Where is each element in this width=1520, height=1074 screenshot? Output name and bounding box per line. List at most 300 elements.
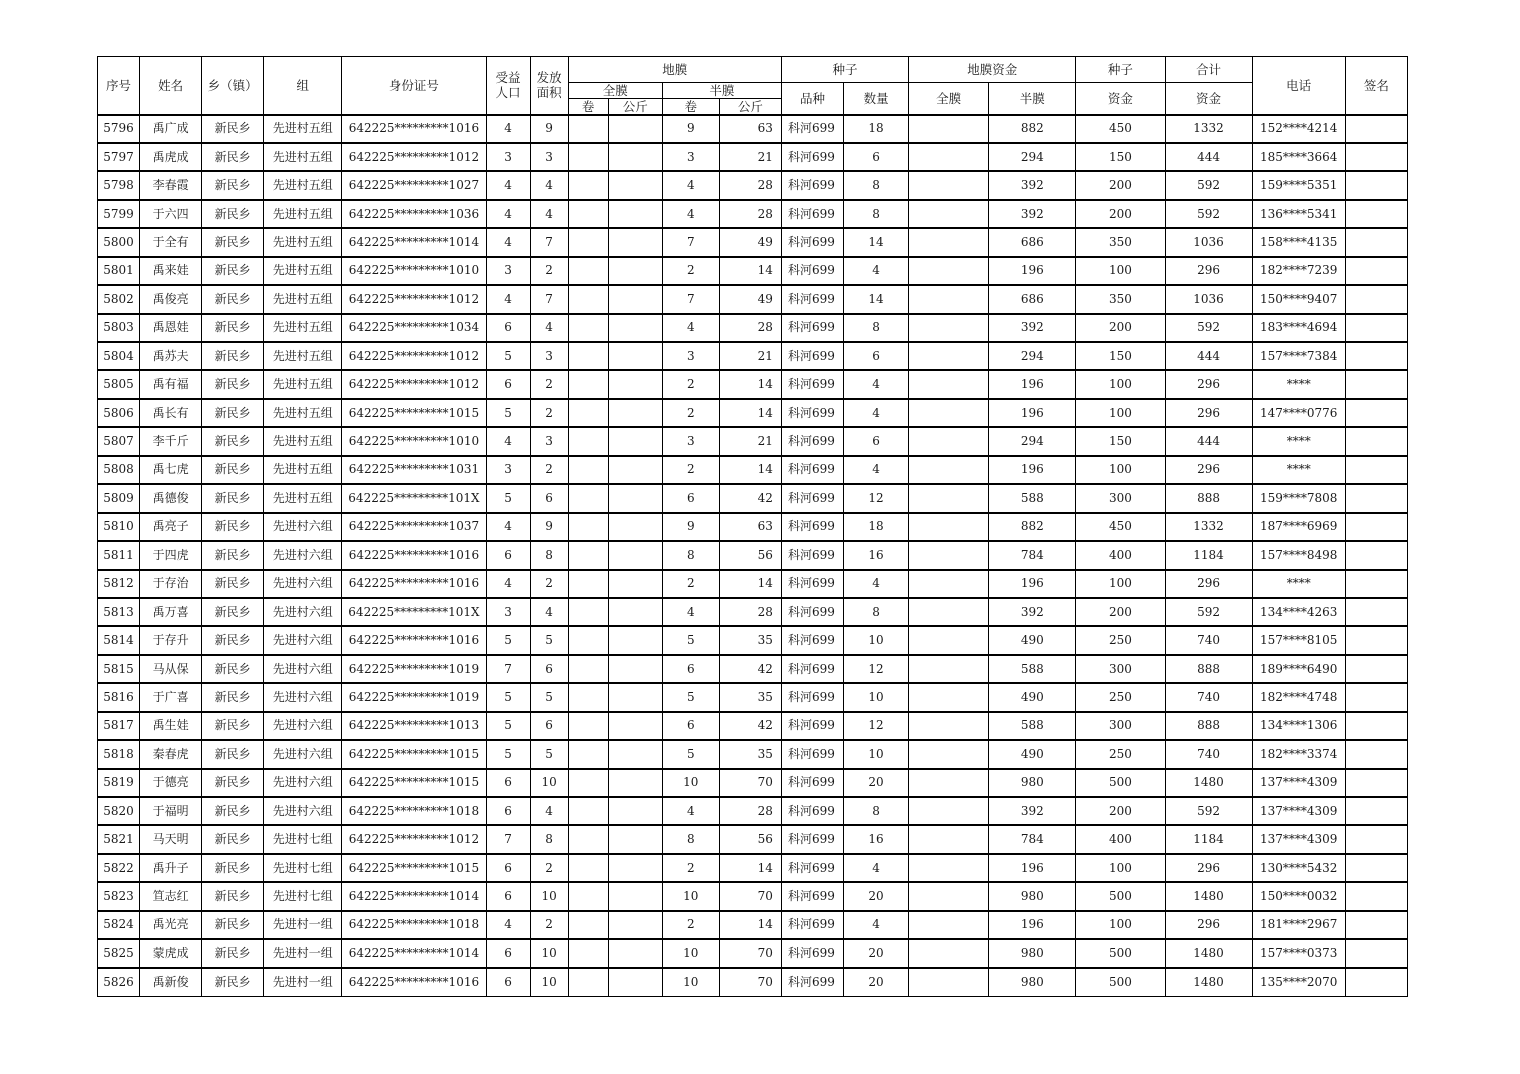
half-film-kg-cell: 42 [719, 655, 781, 683]
town-cell: 新民乡 [202, 825, 264, 853]
seed-quantity-cell: 10 [844, 626, 909, 654]
full-film-roll-cell [568, 314, 608, 342]
group-cell: 先进村五组 [264, 370, 342, 398]
seed-quantity-cell: 6 [844, 427, 909, 455]
film-funds-half-cell: 392 [989, 171, 1076, 199]
total-funds-cell: 296 [1165, 399, 1252, 427]
town-cell: 新民乡 [202, 769, 264, 797]
id-number-cell: 642225*********1016 [342, 626, 486, 654]
film-funds-full-cell [909, 825, 989, 853]
id-number-cell: 642225*********1010 [342, 257, 486, 285]
name-cell: 禹恩娃 [140, 314, 202, 342]
name-cell: 禹德俊 [140, 484, 202, 512]
town-cell: 新民乡 [202, 228, 264, 256]
half-film-roll-cell: 10 [662, 882, 719, 910]
header-beneficiaries-line2: 人口 [495, 85, 521, 101]
name-cell: 禹虎成 [140, 143, 202, 171]
seed-funds-cell: 350 [1076, 285, 1165, 313]
signature-cell [1345, 143, 1407, 171]
film-funds-full-cell [909, 456, 989, 484]
phone-cell: 187****6969 [1252, 513, 1345, 541]
seq-cell: 5817 [98, 712, 140, 740]
full-film-roll-cell [568, 370, 608, 398]
name-cell: 马从保 [140, 655, 202, 683]
group-cell: 先进村五组 [264, 342, 342, 370]
seed-variety-cell: 科河699 [781, 626, 843, 654]
seq-cell: 5814 [98, 626, 140, 654]
seed-variety-cell: 科河699 [781, 257, 843, 285]
seq-cell: 5819 [98, 769, 140, 797]
area-cell: 2 [530, 570, 568, 598]
header-half-kg: 公斤 [719, 99, 781, 115]
id-number-cell: 642225*********1018 [342, 911, 486, 939]
seed-quantity-cell: 20 [844, 882, 909, 910]
signature-cell [1345, 370, 1407, 398]
total-funds-cell: 888 [1165, 712, 1252, 740]
seed-quantity-cell: 4 [844, 456, 909, 484]
full-film-kg-cell [608, 683, 662, 711]
full-film-kg-cell [608, 399, 662, 427]
seed-quantity-cell: 18 [844, 115, 909, 143]
seq-cell: 5825 [98, 939, 140, 967]
group-cell: 先进村五组 [264, 314, 342, 342]
name-cell: 于广喜 [140, 683, 202, 711]
area-cell: 3 [530, 143, 568, 171]
seq-cell: 5821 [98, 825, 140, 853]
seed-funds-cell: 250 [1076, 683, 1165, 711]
seed-quantity-cell: 4 [844, 399, 909, 427]
group-cell: 先进村六组 [264, 598, 342, 626]
total-funds-cell: 592 [1165, 200, 1252, 228]
phone-cell: 134****4263 [1252, 598, 1345, 626]
seq-cell: 5804 [98, 342, 140, 370]
name-cell: 禹万喜 [140, 598, 202, 626]
phone-cell: 182****4748 [1252, 683, 1345, 711]
half-film-roll-cell: 4 [662, 797, 719, 825]
half-film-roll-cell: 8 [662, 541, 719, 569]
phone-cell: 157****8498 [1252, 541, 1345, 569]
full-film-roll-cell [568, 825, 608, 853]
town-cell: 新民乡 [202, 513, 264, 541]
film-funds-half-cell: 980 [989, 882, 1076, 910]
town-cell: 新民乡 [202, 342, 264, 370]
seq-cell: 5801 [98, 257, 140, 285]
film-funds-full-cell [909, 939, 989, 967]
town-cell: 新民乡 [202, 143, 264, 171]
total-funds-cell: 444 [1165, 143, 1252, 171]
id-number-cell: 642225*********101X [342, 484, 486, 512]
seed-variety-cell: 科河699 [781, 484, 843, 512]
header-film: 地膜 [568, 57, 781, 83]
area-cell: 10 [530, 882, 568, 910]
seq-cell: 5813 [98, 598, 140, 626]
town-cell: 新民乡 [202, 314, 264, 342]
name-cell: 笪志红 [140, 882, 202, 910]
area-cell: 7 [530, 285, 568, 313]
seed-variety-cell: 科河699 [781, 797, 843, 825]
film-funds-full-cell [909, 598, 989, 626]
beneficiaries-cell: 3 [486, 456, 530, 484]
film-funds-half-cell: 196 [989, 570, 1076, 598]
seq-cell: 5805 [98, 370, 140, 398]
id-number-cell: 642225*********1016 [342, 968, 486, 996]
full-film-roll-cell [568, 598, 608, 626]
header-variety: 品种 [781, 83, 843, 115]
seed-funds-cell: 200 [1076, 314, 1165, 342]
film-funds-full-cell [909, 370, 989, 398]
full-film-roll-cell [568, 769, 608, 797]
full-film-kg-cell [608, 257, 662, 285]
half-film-kg-cell: 35 [719, 740, 781, 768]
full-film-roll-cell [568, 541, 608, 569]
name-cell: 禹有福 [140, 370, 202, 398]
film-funds-half-cell: 980 [989, 968, 1076, 996]
phone-cell: 158****4135 [1252, 228, 1345, 256]
table-row [98, 797, 1408, 825]
film-funds-full-cell [909, 854, 989, 882]
seed-quantity-cell: 12 [844, 484, 909, 512]
seed-funds-cell: 150 [1076, 143, 1165, 171]
phone-cell: **** [1252, 427, 1345, 455]
seed-quantity-cell: 8 [844, 171, 909, 199]
beneficiaries-cell: 6 [486, 854, 530, 882]
half-film-kg-cell: 70 [719, 968, 781, 996]
table-row [98, 854, 1408, 882]
film-funds-half-cell: 196 [989, 370, 1076, 398]
header-full-kg: 公斤 [608, 99, 662, 115]
seed-quantity-cell: 20 [844, 968, 909, 996]
film-funds-half-cell: 980 [989, 769, 1076, 797]
signature-cell [1345, 683, 1407, 711]
film-funds-full-cell [909, 171, 989, 199]
seed-funds-cell: 100 [1076, 370, 1165, 398]
name-cell: 于六四 [140, 200, 202, 228]
total-funds-cell: 1036 [1165, 228, 1252, 256]
seed-quantity-cell: 10 [844, 683, 909, 711]
film-funds-full-cell [909, 399, 989, 427]
group-cell: 先进村五组 [264, 228, 342, 256]
film-funds-half-cell: 980 [989, 939, 1076, 967]
total-funds-cell: 1184 [1165, 541, 1252, 569]
seed-quantity-cell: 4 [844, 570, 909, 598]
seed-variety-cell: 科河699 [781, 541, 843, 569]
beneficiaries-cell: 6 [486, 939, 530, 967]
town-cell: 新民乡 [202, 854, 264, 882]
header-seq: 序号 [98, 57, 140, 115]
seed-variety-cell: 科河699 [781, 683, 843, 711]
town-cell: 新民乡 [202, 171, 264, 199]
full-film-kg-cell [608, 712, 662, 740]
area-cell: 4 [530, 200, 568, 228]
full-film-roll-cell [568, 683, 608, 711]
group-cell: 先进村六组 [264, 712, 342, 740]
total-funds-cell: 740 [1165, 626, 1252, 654]
id-number-cell: 642225*********1016 [342, 541, 486, 569]
full-film-kg-cell [608, 882, 662, 910]
half-film-kg-cell: 14 [719, 399, 781, 427]
full-film-kg-cell [608, 769, 662, 797]
seed-variety-cell: 科河699 [781, 171, 843, 199]
signature-cell [1345, 484, 1407, 512]
half-film-roll-cell: 10 [662, 769, 719, 797]
half-film-kg-cell: 35 [719, 626, 781, 654]
beneficiaries-cell: 7 [486, 825, 530, 853]
half-film-roll-cell: 7 [662, 285, 719, 313]
name-cell: 禹长有 [140, 399, 202, 427]
signature-cell [1345, 655, 1407, 683]
full-film-roll-cell [568, 882, 608, 910]
seed-quantity-cell: 12 [844, 655, 909, 683]
area-cell: 10 [530, 769, 568, 797]
id-number-cell: 642225*********1015 [342, 740, 486, 768]
half-film-kg-cell: 63 [719, 115, 781, 143]
full-film-roll-cell [568, 143, 608, 171]
id-number-cell: 642225*********1014 [342, 939, 486, 967]
area-cell: 6 [530, 484, 568, 512]
film-funds-full-cell [909, 285, 989, 313]
beneficiaries-cell: 3 [486, 143, 530, 171]
id-number-cell: 642225*********1031 [342, 456, 486, 484]
area-cell: 2 [530, 854, 568, 882]
film-funds-full-cell [909, 797, 989, 825]
half-film-roll-cell: 4 [662, 314, 719, 342]
phone-cell: **** [1252, 456, 1345, 484]
table-row [98, 456, 1408, 484]
half-film-roll-cell: 6 [662, 484, 719, 512]
full-film-kg-cell [608, 285, 662, 313]
seed-variety-cell: 科河699 [781, 314, 843, 342]
total-funds-cell: 740 [1165, 683, 1252, 711]
signature-cell [1345, 342, 1407, 370]
seed-funds-cell: 450 [1076, 513, 1165, 541]
full-film-kg-cell [608, 171, 662, 199]
area-cell: 4 [530, 314, 568, 342]
seed-variety-cell: 科河699 [781, 143, 843, 171]
seq-cell: 5809 [98, 484, 140, 512]
group-cell: 先进村五组 [264, 200, 342, 228]
beneficiaries-cell: 6 [486, 370, 530, 398]
table-row [98, 882, 1408, 910]
phone-cell: 137****4309 [1252, 797, 1345, 825]
seed-quantity-cell: 18 [844, 513, 909, 541]
town-cell: 新民乡 [202, 570, 264, 598]
area-cell: 2 [530, 370, 568, 398]
half-film-roll-cell: 4 [662, 200, 719, 228]
phone-cell: 157****0373 [1252, 939, 1345, 967]
film-funds-full-cell [909, 911, 989, 939]
film-funds-half-cell: 392 [989, 797, 1076, 825]
signature-cell [1345, 314, 1407, 342]
seq-cell: 5807 [98, 427, 140, 455]
area-cell: 10 [530, 968, 568, 996]
id-number-cell: 642225*********1027 [342, 171, 486, 199]
seed-variety-cell: 科河699 [781, 911, 843, 939]
phone-cell: 183****4694 [1252, 314, 1345, 342]
seed-funds-cell: 150 [1076, 342, 1165, 370]
seed-quantity-cell: 14 [844, 285, 909, 313]
film-funds-half-cell: 196 [989, 911, 1076, 939]
signature-cell [1345, 456, 1407, 484]
town-cell: 新民乡 [202, 797, 264, 825]
full-film-roll-cell [568, 570, 608, 598]
seed-funds-cell: 300 [1076, 712, 1165, 740]
seq-cell: 5823 [98, 882, 140, 910]
group-cell: 先进村五组 [264, 115, 342, 143]
seed-variety-cell: 科河699 [781, 228, 843, 256]
half-film-kg-cell: 28 [719, 200, 781, 228]
seed-quantity-cell: 16 [844, 825, 909, 853]
full-film-kg-cell [608, 939, 662, 967]
group-cell: 先进村六组 [264, 626, 342, 654]
full-film-roll-cell [568, 626, 608, 654]
film-funds-full-cell [909, 655, 989, 683]
half-film-roll-cell: 3 [662, 427, 719, 455]
half-film-roll-cell: 2 [662, 257, 719, 285]
seed-variety-cell: 科河699 [781, 968, 843, 996]
table-row [98, 626, 1408, 654]
group-cell: 先进村六组 [264, 655, 342, 683]
seed-funds-cell: 500 [1076, 939, 1165, 967]
town-cell: 新民乡 [202, 683, 264, 711]
film-funds-half-cell: 588 [989, 712, 1076, 740]
film-funds-half-cell: 686 [989, 285, 1076, 313]
half-film-kg-cell: 14 [719, 456, 781, 484]
film-funds-half-cell: 588 [989, 655, 1076, 683]
seq-cell: 5820 [98, 797, 140, 825]
phone-cell: 135****2070 [1252, 968, 1345, 996]
seed-variety-cell: 科河699 [781, 655, 843, 683]
seed-variety-cell: 科河699 [781, 115, 843, 143]
name-cell: 于存升 [140, 626, 202, 654]
area-cell: 2 [530, 456, 568, 484]
seed-variety-cell: 科河699 [781, 285, 843, 313]
table-row [98, 712, 1408, 740]
id-number-cell: 642225*********1014 [342, 882, 486, 910]
town-cell: 新民乡 [202, 655, 264, 683]
name-cell: 禹光亮 [140, 911, 202, 939]
film-funds-full-cell [909, 968, 989, 996]
name-cell: 禹升子 [140, 854, 202, 882]
area-cell: 10 [530, 939, 568, 967]
phone-cell: 181****2967 [1252, 911, 1345, 939]
full-film-roll-cell [568, 740, 608, 768]
film-funds-half-cell: 588 [989, 484, 1076, 512]
beneficiaries-cell: 4 [486, 427, 530, 455]
seq-cell: 5799 [98, 200, 140, 228]
seed-quantity-cell: 20 [844, 939, 909, 967]
film-funds-full-cell [909, 342, 989, 370]
name-cell: 于存治 [140, 570, 202, 598]
seed-funds-cell: 500 [1076, 968, 1165, 996]
seq-cell: 5811 [98, 541, 140, 569]
id-number-cell: 642225*********1012 [342, 143, 486, 171]
header-area-line2: 面积 [536, 85, 562, 101]
film-funds-half-cell: 784 [989, 541, 1076, 569]
seq-cell: 5826 [98, 968, 140, 996]
header-signature: 签名 [1345, 57, 1407, 115]
group-cell: 先进村六组 [264, 570, 342, 598]
header-full-film: 全膜 [568, 83, 662, 99]
group-cell: 先进村六组 [264, 797, 342, 825]
full-film-roll-cell [568, 655, 608, 683]
table-row [98, 570, 1408, 598]
area-cell: 4 [530, 598, 568, 626]
full-film-kg-cell [608, 115, 662, 143]
area-cell: 2 [530, 911, 568, 939]
half-film-kg-cell: 28 [719, 598, 781, 626]
seed-funds-cell: 100 [1076, 399, 1165, 427]
full-film-kg-cell [608, 342, 662, 370]
phone-cell: 182****3374 [1252, 740, 1345, 768]
full-film-kg-cell [608, 484, 662, 512]
seed-funds-cell: 100 [1076, 257, 1165, 285]
seed-funds-cell: 250 [1076, 626, 1165, 654]
name-cell: 于全有 [140, 228, 202, 256]
name-cell: 禹新俊 [140, 968, 202, 996]
area-cell: 5 [530, 740, 568, 768]
seed-quantity-cell: 10 [844, 740, 909, 768]
seq-cell: 5802 [98, 285, 140, 313]
header-name: 姓名 [140, 57, 202, 115]
id-number-cell: 642225*********1010 [342, 427, 486, 455]
seed-quantity-cell: 8 [844, 314, 909, 342]
signature-cell [1345, 285, 1407, 313]
table-body [98, 115, 1408, 997]
town-cell: 新民乡 [202, 427, 264, 455]
total-funds-cell: 296 [1165, 456, 1252, 484]
area-cell: 9 [530, 115, 568, 143]
table-row [98, 740, 1408, 768]
full-film-roll-cell [568, 854, 608, 882]
seed-funds-cell: 350 [1076, 228, 1165, 256]
half-film-roll-cell: 6 [662, 655, 719, 683]
full-film-roll-cell [568, 200, 608, 228]
seq-cell: 5812 [98, 570, 140, 598]
group-cell: 先进村一组 [264, 911, 342, 939]
area-cell: 3 [530, 342, 568, 370]
half-film-roll-cell: 4 [662, 598, 719, 626]
beneficiaries-cell: 6 [486, 769, 530, 797]
total-funds-cell: 888 [1165, 655, 1252, 683]
signature-cell [1345, 541, 1407, 569]
seed-variety-cell: 科河699 [781, 342, 843, 370]
full-film-kg-cell [608, 626, 662, 654]
group-cell: 先进村六组 [264, 740, 342, 768]
total-funds-cell: 444 [1165, 342, 1252, 370]
half-film-roll-cell: 2 [662, 456, 719, 484]
town-cell: 新民乡 [202, 541, 264, 569]
seq-cell: 5797 [98, 143, 140, 171]
phone-cell: 159****5351 [1252, 171, 1345, 199]
area-cell: 9 [530, 513, 568, 541]
seed-quantity-cell: 4 [844, 257, 909, 285]
phone-cell: 137****4309 [1252, 825, 1345, 853]
group-cell: 先进村五组 [264, 285, 342, 313]
group-cell: 先进村七组 [264, 854, 342, 882]
id-number-cell: 642225*********1018 [342, 797, 486, 825]
area-cell: 8 [530, 825, 568, 853]
id-number-cell: 642225*********1016 [342, 570, 486, 598]
signature-cell [1345, 570, 1407, 598]
phone-cell: 189****6490 [1252, 655, 1345, 683]
film-funds-half-cell: 686 [989, 228, 1076, 256]
header-area [530, 57, 568, 115]
film-funds-half-cell: 294 [989, 143, 1076, 171]
half-film-kg-cell: 14 [719, 570, 781, 598]
film-funds-full-cell [909, 570, 989, 598]
full-film-roll-cell [568, 911, 608, 939]
seed-funds-cell: 300 [1076, 655, 1165, 683]
